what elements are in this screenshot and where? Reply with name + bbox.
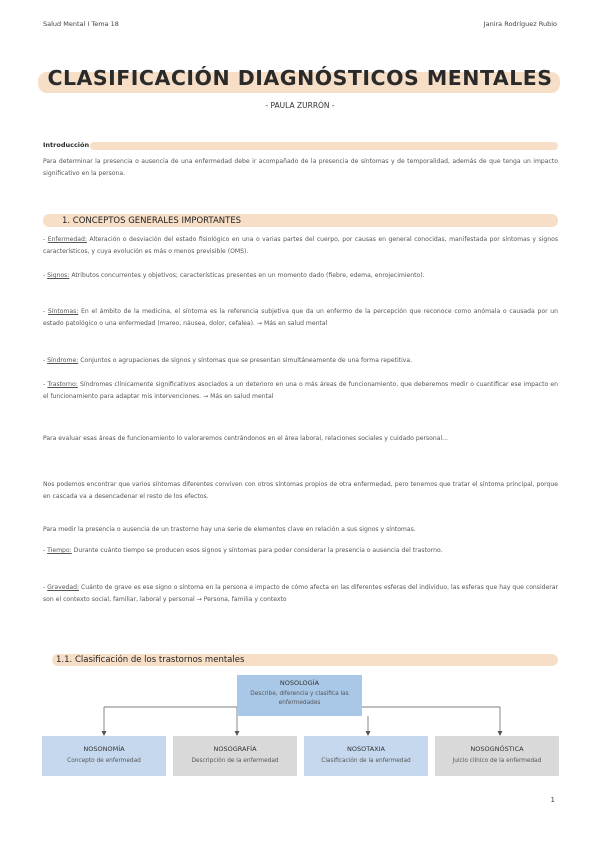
document-title: CLASIFICACIÓN DIAGNÓSTICOS MENTALES [47, 66, 553, 90]
paragraph-medir: Para medir la presencia o ausencia de un trastorno hay una serie de elementos clave en relación a sus signos y síntomas. [43, 526, 416, 533]
nosonomia-title: NOSONOMÍA [83, 745, 125, 753]
term-gravedad: Gravedad: [47, 584, 80, 591]
term-signos: Signos: [47, 272, 70, 279]
nosologia-title: NOSOLOGÍA [279, 679, 320, 687]
term-enfermedad: Enfermedad: [47, 236, 87, 243]
term-trastorno: Trastorno: [47, 381, 78, 388]
nosotaxia-box [304, 736, 428, 776]
def-sintomas: - Síntomas: En el ámbito de la medicina, el síntoma es la referencia subjetiva que da un enfermo de la percepción que reconoce como anómala o causada por un estado patológico o una enfermedad (mareo, náusea, dolor, cefalea). → Más en salud mental [43, 308, 558, 328]
intro-text: Para determinar la presencia o ausencia de una enfermedad debe ir acompañado de la presencia de síntomas y de temporalidad, además de que tenga un impacto significativo en la persona. [43, 158, 558, 178]
def-tiempo: - Tiempo: Durante cuánto tiempo se producen esos signos y síntomas para poder considerar la presencia o ausencia del trastorno. [43, 547, 443, 554]
nosonomia-desc: Concepto de enfermedad [67, 758, 141, 764]
running-header-right: Janira Rodríguez Rubio [483, 20, 557, 28]
def-sindrome: - Síndrome: Conjuntos o agrupaciones de signos y síntomas que se presentan simultáneamente de una forma repetitiva. [43, 357, 413, 364]
def-enfermedad: - Enfermedad: Alteración o desviación del estado fisiológico en una o varias partes del cuerpo, por causas en general conocidas, manifestada por síntomas y signos característicos, y cuya evolución es más o menos previsible (OMS). [43, 236, 559, 256]
def-signos: - Signos: Atributos concurrentes y objetivos; características presentes en un momento dado (fiebre, edema, enrojecimiento). [43, 272, 425, 279]
section11-heading: Clasificación de los trastornos mentales [75, 655, 245, 665]
nosotaxia-desc: Clasificación de la enfermedad [321, 758, 411, 764]
section1-heading: 1. CONCEPTOS GENERALES IMPORTANTES [62, 216, 242, 226]
paragraph-sintomas: Nos podemos encontrar que varios síntomas diferentes conviven con otros síntomas propios de otra enfermedad, pero tenemos que tratar el síntoma principal, porque en cascada va a desencadenar el resto de los efectos. [43, 481, 558, 501]
running-header-left: Salud Mental I Tema 18 [43, 20, 119, 28]
author-subtitle: - PAULA ZURRÓN - [265, 101, 335, 110]
nosognostica-desc: Juicio clínico de la enfermedad [452, 758, 542, 764]
intro-heading-bar [90, 142, 558, 150]
nosologia-box [237, 675, 362, 716]
nosografia-box [173, 736, 297, 776]
def-gravedad: - Gravedad: Cuánto de grave es ese signo o síntoma en la persona e impacto de cómo afecta en las diferentes esferas del individuo, las esferas que hay que considerar son el contexto social, familiar, laboral y personal → Persona, familia y contexto [43, 584, 559, 604]
intro-heading: Introducción [43, 141, 90, 149]
term-sindrome: Síndrome: [47, 357, 79, 364]
nosografia-desc: Descripción de la enfermedad [191, 758, 279, 764]
term-tiempo: Tiempo: [47, 547, 72, 554]
nosonomia-box [42, 736, 166, 776]
page-number: 1 [550, 796, 555, 804]
term-sintomas: Síntomas: [47, 308, 79, 315]
nosognostica-box [435, 736, 559, 776]
paragraph-evaluar: Para evaluar esas áreas de funcionamiento lo valoraremos centrándonos en el área laboral, relaciones sociales y cuidado personal... [43, 435, 448, 442]
section11-number: 1.1. [56, 655, 73, 665]
def-trastorno: - Trastorno: Síndromes clínicamente significativos asociados a un deterioro en una o más áreas de funcionamiento, que deberemos medir o cuantificar ese impacto en el funcionamiento para adaptar mis intervenciones. → Más en salud mental [43, 381, 558, 401]
nosognostica-title: NOSOGNÓSTICA [470, 745, 524, 753]
nosologia-desc: Describe, diferencia y clasifica las enfermedades [250, 691, 349, 706]
nosografia-title: NOSOGRAFÍA [213, 745, 257, 753]
nosotaxia-title: NOSOTAXIA [347, 745, 385, 753]
